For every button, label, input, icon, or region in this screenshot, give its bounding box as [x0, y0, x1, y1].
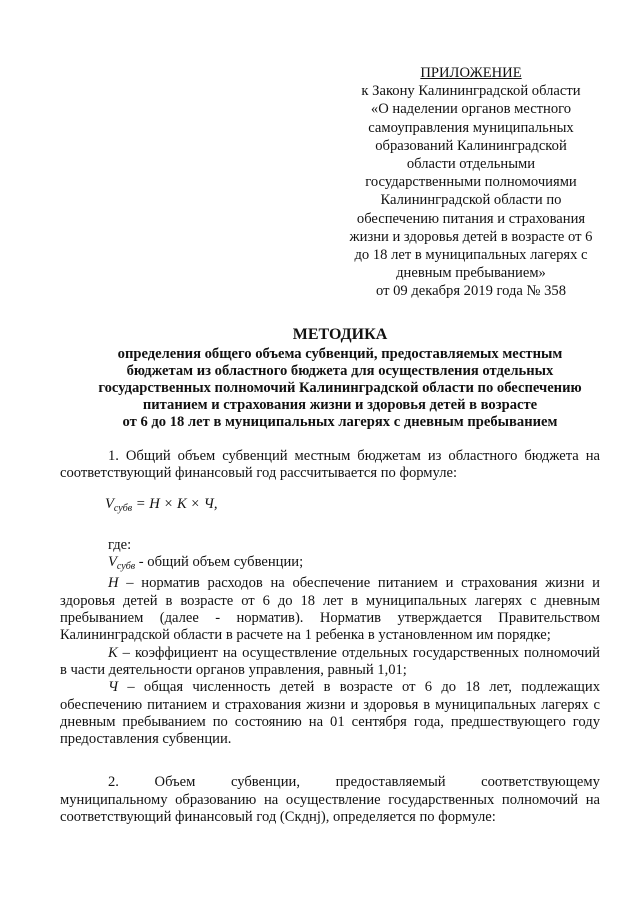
- formula-total-subvention: [105, 496, 600, 517]
- definition-ch: [60, 679, 600, 748]
- symbol-k: К: [108, 644, 118, 661]
- methodology-subtitle: [60, 346, 620, 431]
- subtitle-line: государственных полномочий Калининградской области по обеспечению: [98, 380, 582, 396]
- formula-expression: = Н × К × Ч,: [132, 495, 218, 512]
- definition-n-text: – норматив расходов на обеспечение питанием и страхования жизни и здоровья детей в возрасте от 6 до 18 лет в муниципальных лагерях с дневным пребыванием (далее - норматив). Норматив утверждается Правительством Калининградской области в расчете на 1 ребенка в установленном им порядке;: [60, 575, 600, 644]
- definition-v-text: - общий объем субвенции;: [135, 554, 304, 571]
- formula-v: V: [105, 495, 114, 512]
- symbol-v-subscript: субв: [116, 561, 136, 573]
- appendix-line: обеспечению питания и страхования: [356, 210, 586, 227]
- definition-k-text: – коэффициент на осуществление отдельных государственных полномочий в части деятельности органов управления, равный 1,01;: [60, 644, 600, 678]
- definition-v: [60, 554, 600, 575]
- appendix-line: самоуправления муниципальных: [368, 119, 574, 136]
- appendix-line: «О наделении органов местного: [370, 101, 572, 118]
- appendix-line: Калининградской области по: [380, 192, 562, 209]
- definition-n: [60, 575, 600, 644]
- document-body: [60, 448, 600, 826]
- subtitle-line: питанием и страхования жизни и здоровья детей в возрасте: [142, 397, 538, 413]
- subtitle-line: от 6 до 18 лет в муниципальных лагерях с дневным пребыванием: [122, 414, 558, 430]
- section2-word: субвенции,: [230, 774, 300, 791]
- symbol-n: Н: [108, 575, 119, 592]
- appendix-line: государственными полномочиями: [365, 174, 577, 191]
- appendix-header: [332, 64, 610, 301]
- appendix-title: ПРИЛОЖЕНИЕ: [420, 65, 522, 81]
- section2-first-line: [60, 774, 600, 791]
- appendix-line: области отдельными: [406, 156, 536, 173]
- section2-word: Объем: [154, 774, 196, 791]
- definition-k: [60, 645, 600, 680]
- symbol-ch: Ч: [108, 679, 119, 696]
- where-label: где:: [108, 536, 132, 553]
- appendix-line: образований Калининградской: [375, 137, 567, 154]
- section1-intro: 1. Общий объем субвенций местным бюджетам из областного бюджета на соответствующий финансовый год рассчитывается по формуле:: [60, 448, 600, 482]
- section2-word: 2.: [108, 774, 119, 791]
- formula-v-subscript: субв: [113, 502, 133, 514]
- section2-word: соответствующему: [481, 774, 600, 791]
- appendix-line: к Закону Калининградской области: [361, 83, 581, 100]
- definition-ch-text: – общая численность детей в возрасте от 6 до 18 лет, подлежащих обеспечению питанием и страхования жизни и здоровья в муниципальных лагерях с дневным пребыванием по состоянию на 01 сентября года, предшествующего году предоставления субвенции.: [60, 679, 600, 748]
- section2-text: муниципальному образованию на осуществление государственных полномочий на соответствующий финансовый год (Скднj), определяется по формуле:: [60, 791, 600, 826]
- appendix-line: дневным пребыванием»: [396, 265, 546, 282]
- symbol-v: V: [108, 554, 117, 571]
- methodology-title: МЕТОДИКА: [292, 326, 388, 343]
- section2-word: предоставляемый: [335, 774, 446, 791]
- appendix-line: жизни и здоровья детей в возрасте от 6: [349, 228, 593, 245]
- subtitle-line: бюджетам из областного бюджета для осуществления отдельных: [126, 363, 554, 379]
- appendix-date-number: от 09 декабря 2019 года № 358: [375, 283, 567, 300]
- appendix-line: до 18 лет в муниципальных лагерях с: [354, 247, 588, 264]
- subtitle-line: определения общего объема субвенций, предоставляемых местным: [117, 346, 563, 362]
